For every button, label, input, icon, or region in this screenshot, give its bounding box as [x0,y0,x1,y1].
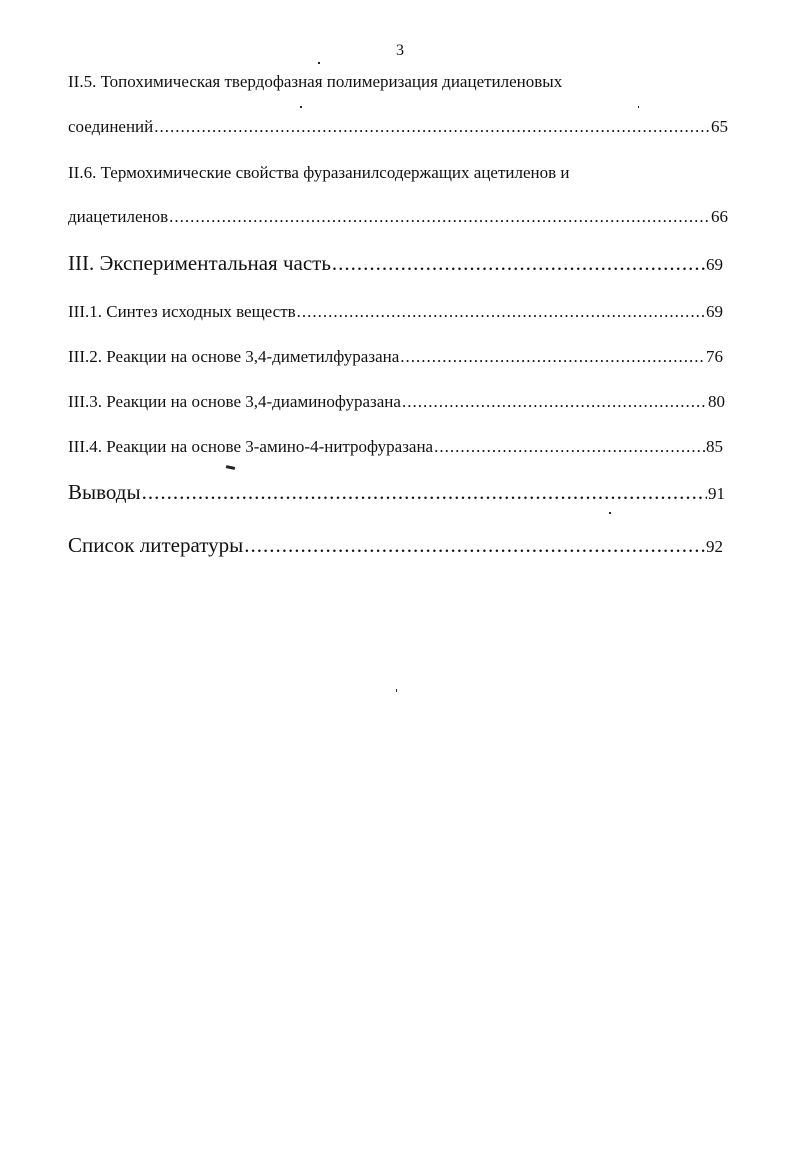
toc-ii6-page: 66 [711,207,728,226]
toc-leader-dots [154,117,710,137]
toc-iii2-title: III.2. Реакции на основе 3,4-диметилфуразана [68,347,400,366]
toc-iii4-page: 85 [706,437,723,456]
toc-entry-iii3[interactable] [68,392,725,412]
scan-speck [300,106,302,108]
toc-leader-dots [332,251,705,276]
toc-entry-iii4[interactable] [68,437,723,457]
scan-speck [396,689,397,692]
toc-entry-iii[interactable] [68,251,723,276]
toc-leader-dots [434,437,705,457]
toc-ii5-page: 65 [711,117,728,136]
toc-entry-conclusions[interactable] [68,480,725,505]
toc-leader-dots [142,480,707,505]
toc-iii4-title: III.4. Реакции на основе 3-амино-4-нитрофуразана [68,437,434,456]
toc-entry-references[interactable] [68,533,723,558]
toc-conclusions-title: Выводы [68,480,141,504]
toc-iii-page: 69 [706,255,723,274]
toc-iii1-page: 69 [706,302,723,321]
scan-speck [609,512,611,514]
toc-entry-iii1[interactable] [68,302,723,322]
toc-iii3-page: 80 [708,392,725,411]
toc-iii3-title: III.3. Реакции на основе 3,4-диаминофуразана [68,392,401,411]
toc-ii5-title-line1: II.5. Топохимическая твердофазная полимеризация диацетиленовых [68,72,563,91]
toc-entry-ii6[interactable] [68,207,728,227]
scan-speck [638,106,639,108]
toc-iii-title: III. Экспериментальная часть [68,251,331,275]
scan-speck [318,62,320,64]
toc-leader-dots [402,392,707,412]
scan-speck [226,465,235,470]
toc-iii1-title: III.1. Синтез исходных веществ [68,302,296,321]
toc-references-page: 92 [706,537,723,556]
toc-entry-iii2[interactable] [68,347,723,367]
page-number: 3 [396,42,404,59]
toc-entry-ii5[interactable] [68,117,728,137]
toc-ii6-title-line2: диацетиленов [68,207,169,226]
toc-leader-dots [297,302,705,322]
toc-leader-dots [400,347,705,367]
toc-ii5-title-line2: соединений [68,117,154,136]
toc-iii2-page: 76 [706,347,723,366]
toc-leader-dots [244,533,705,558]
toc-references-title: Список литературы [68,533,244,557]
toc-conclusions-page: 91 [708,484,725,503]
toc-leader-dots [169,207,710,227]
toc-ii6-title-line1: II.6. Термохимические свойства фуразанилсодержащих ацетиленов и [68,163,570,182]
